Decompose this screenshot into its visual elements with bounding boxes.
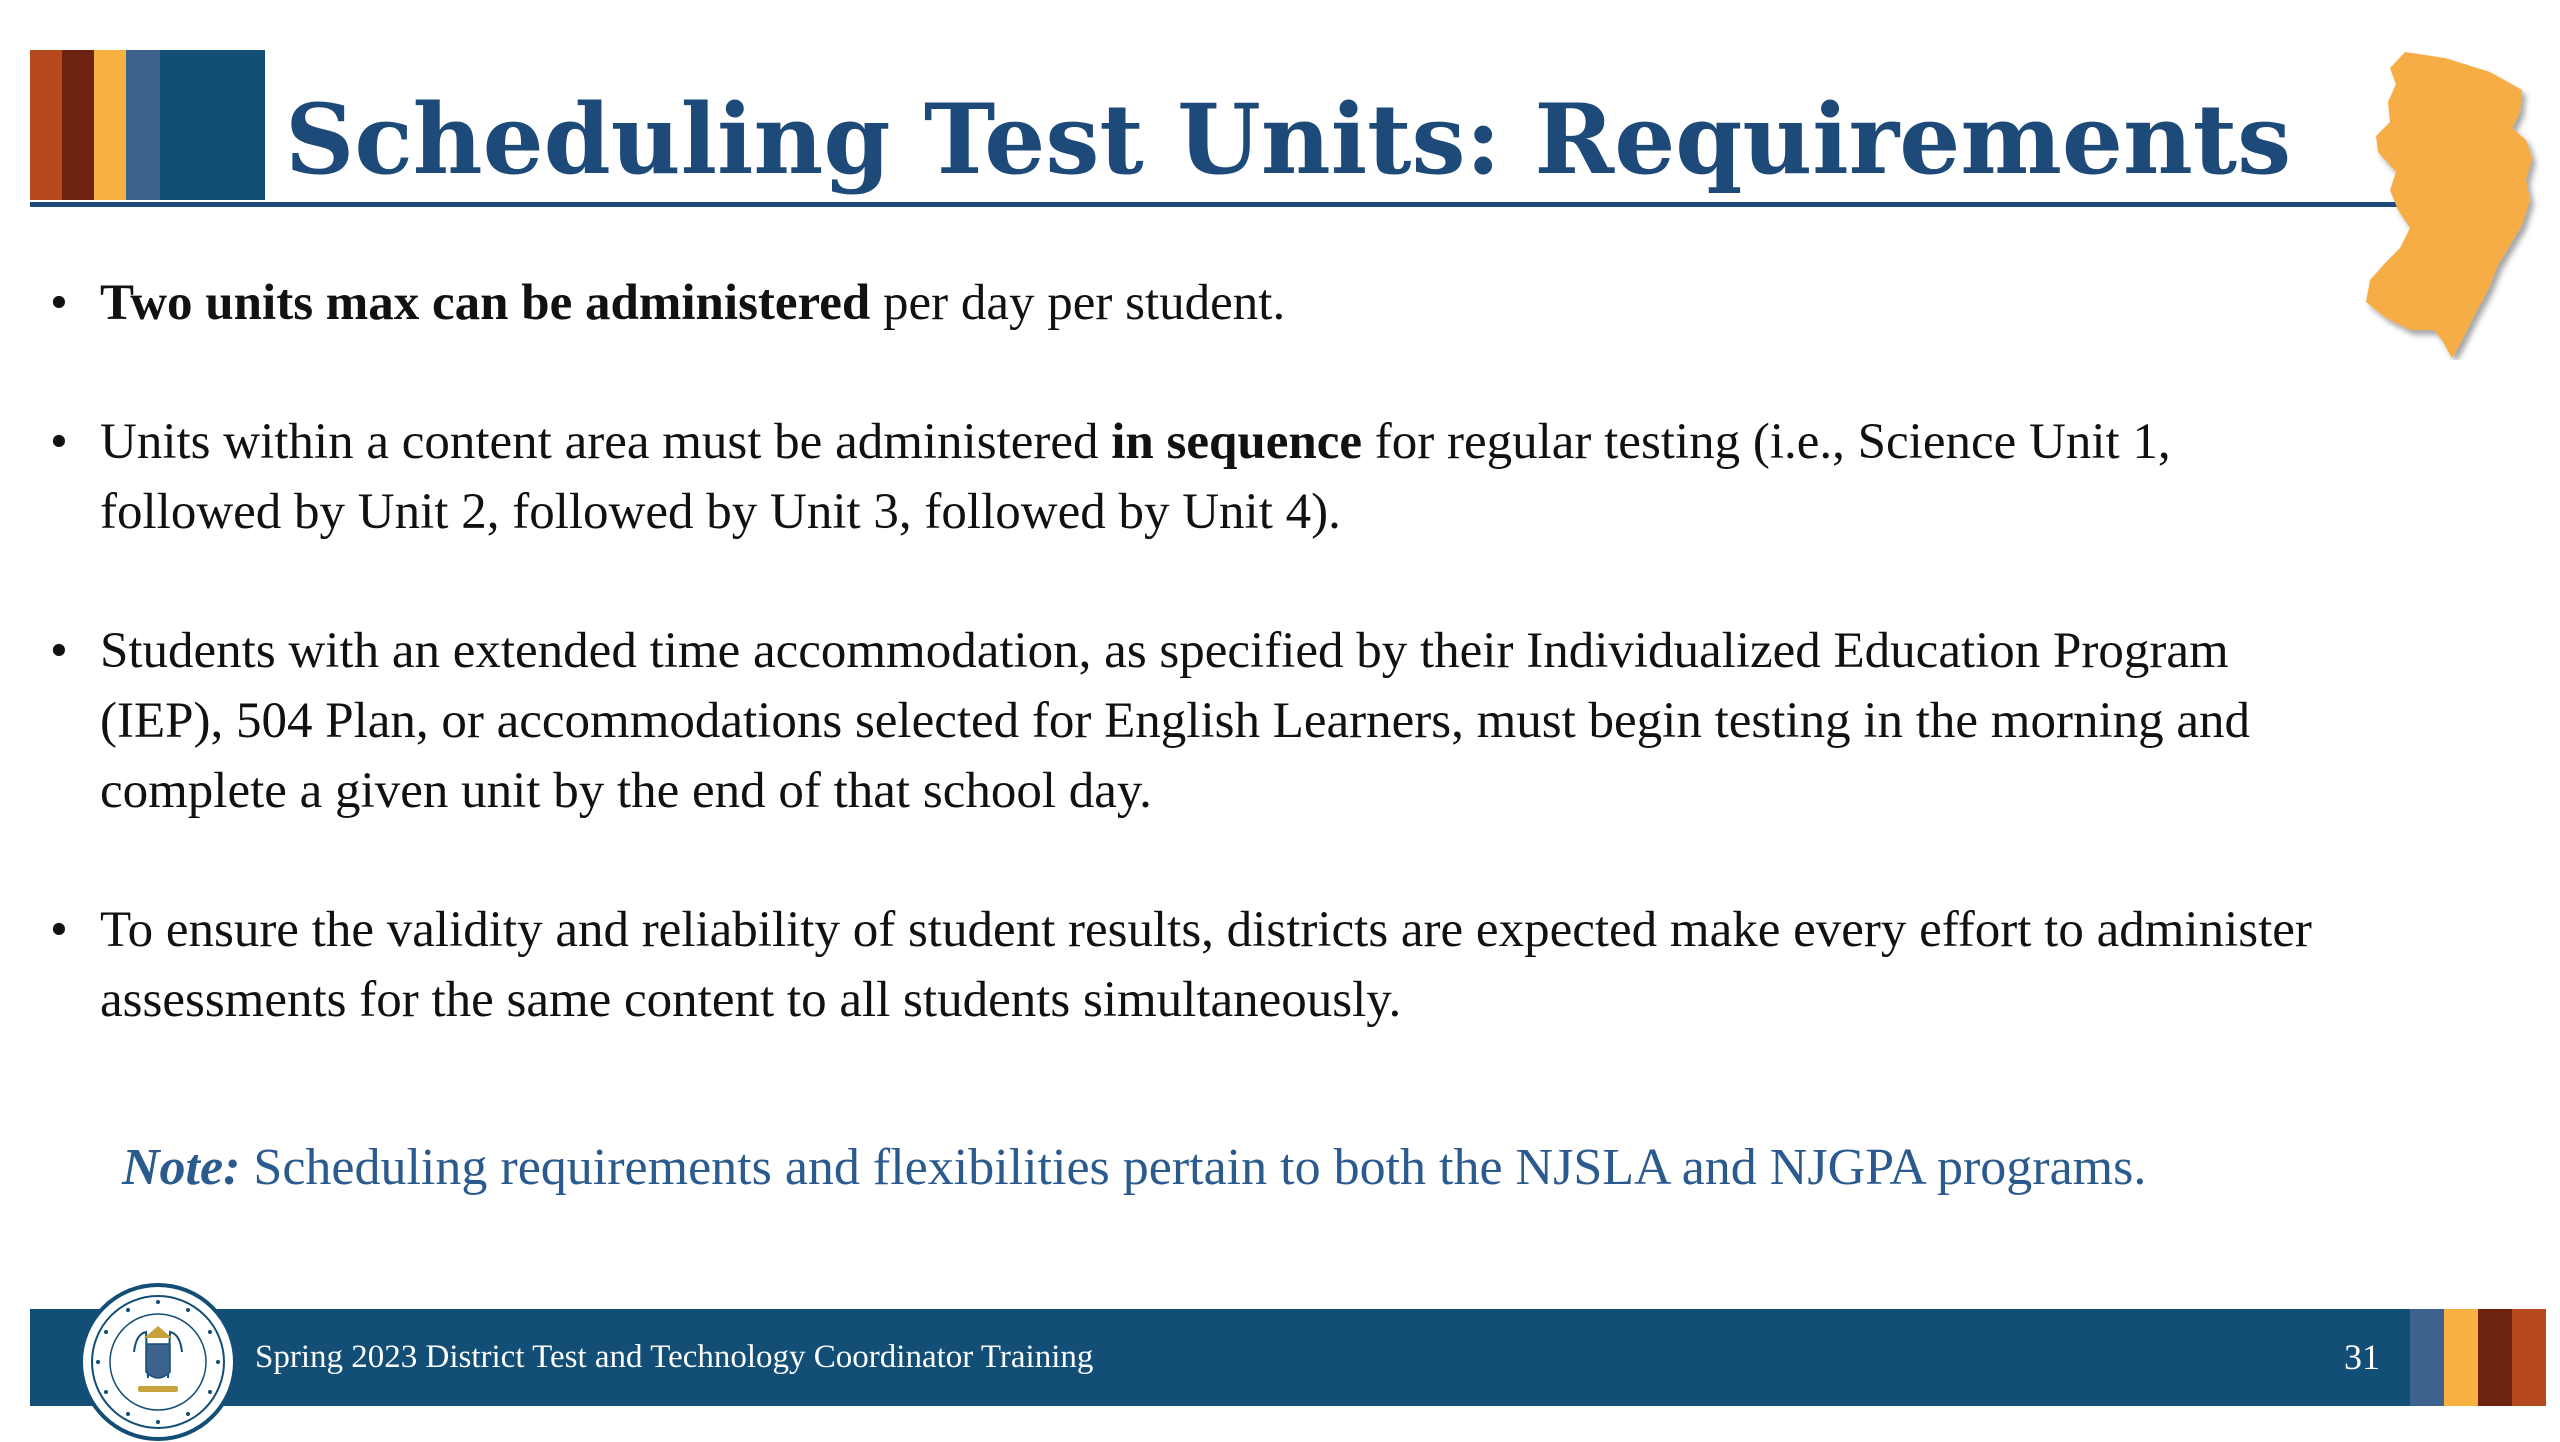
note <box>122 1133 2146 1203</box>
title-underline <box>30 202 2430 207</box>
header-stripe-navy <box>160 50 265 200</box>
bullet-dot: • <box>50 275 68 331</box>
new-jersey-map-icon <box>2350 40 2540 360</box>
nj-department-of-education-seal-icon <box>78 1282 238 1442</box>
bullet-4-text: To ensure the validity and reliability of student results, districts are expected make every effort to administer assessments for the same content to all students simultaneously. <box>100 902 2312 1028</box>
bullet-2-bold: in sequence <box>1111 414 1363 470</box>
bullet-1-bold: Two units max can be administered <box>100 275 871 331</box>
header-stripe-slate-blue <box>126 50 160 200</box>
header-stripe-orange-red <box>30 50 62 200</box>
footer-stripe-slate-blue <box>2410 1309 2444 1406</box>
requirements-list <box>50 268 2350 1104</box>
note-label: Note: <box>122 1139 241 1196</box>
header-stripe-gold <box>94 50 126 200</box>
bullet-2-text-end: for regular testing (i.e., Science Unit 1, followed by Unit 2, followed by Unit 3, followed by Unit 4). <box>100 414 2171 540</box>
bullet-dot: • <box>50 623 68 679</box>
footer-text: Spring 2023 District Test and Technology Coordinator Training <box>255 1339 1094 1375</box>
list-item <box>50 895 2350 1035</box>
list-item <box>50 268 2350 338</box>
footer-stripe-brown <box>2478 1309 2512 1406</box>
footer-stripe-orange-red <box>2512 1309 2546 1406</box>
note-text: Scheduling requirements and flexibilities pertain to both the NJSLA and NJGPA programs. <box>240 1139 2147 1196</box>
footer-stripe-gold <box>2444 1309 2478 1406</box>
footer-stripes <box>2410 1309 2546 1406</box>
header-stripe-brown <box>62 50 94 200</box>
page-number: 31 <box>2344 1337 2380 1377</box>
bullet-dot: • <box>50 414 68 470</box>
bullet-3-text: Students with an extended time accommodation, as specified by their Individualized Education Program (IEP), 504 Plan, or accommodations selected for English Learners, must begin testing in the morning and complete a given unit by the end of that school day. <box>100 623 2251 819</box>
list-item <box>50 407 2350 547</box>
header-stripes <box>30 50 265 200</box>
list-item <box>50 616 2350 826</box>
bullet-2-text-start: Units within a content area must be administered <box>100 414 1112 470</box>
bullet-dot: • <box>50 902 68 958</box>
slide-title: Scheduling Test Units: Requirements <box>285 83 2292 196</box>
bullet-1-text: per day per student. <box>870 275 1286 331</box>
